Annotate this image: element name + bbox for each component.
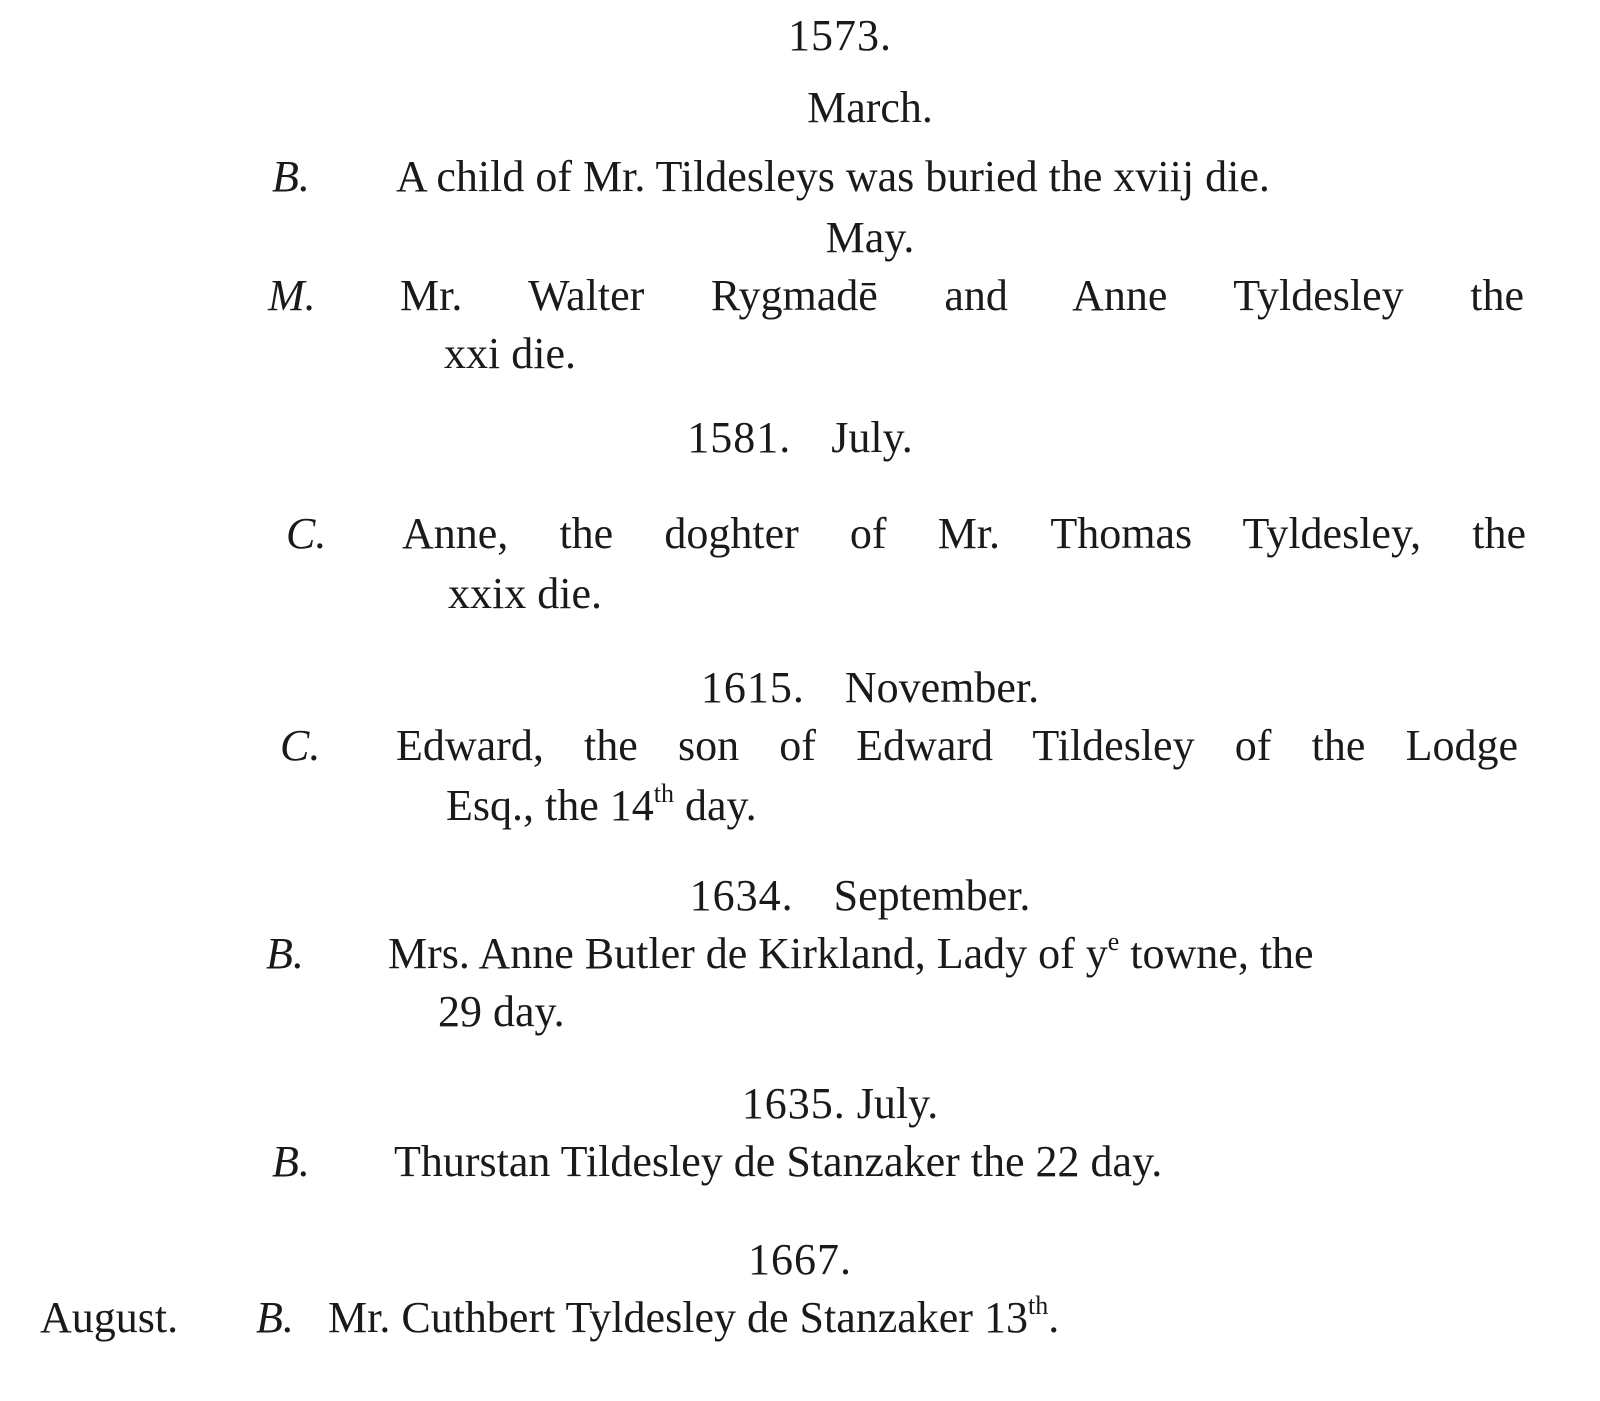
year-1573: 1573. — [788, 11, 892, 60]
entry-text-line-2: Esq., the 14th day. — [446, 779, 757, 830]
entry-type-marriage: M. — [268, 271, 316, 320]
entry-type-christening: C. — [280, 721, 321, 770]
entry-text: Mr. Cuthbert Tyldesley de Stanzaker 13th. — [328, 1291, 1060, 1342]
entry-text-line-1: Anne, the doghter of Mr. Thomas Tyldesley, the — [402, 509, 1526, 558]
month-july: July. — [856, 1079, 939, 1128]
entry-text: Thurstan Tildesley de Stanzaker the 22 day. — [394, 1137, 1163, 1186]
month-may: May. — [825, 213, 915, 262]
entry-type-burial: B. — [272, 152, 310, 201]
year-1635: 1635. — [741, 1079, 846, 1128]
year-heading-1581 — [0, 413, 1600, 462]
entry-text: A child of Mr. Tildesleys was buried the xviij die. — [396, 152, 1270, 201]
month-heading-march — [0, 83, 1600, 132]
year-heading-1667 — [0, 1235, 1600, 1284]
month-september: September. — [833, 871, 1031, 920]
year-heading-1634 — [0, 871, 1600, 920]
month-heading-may — [0, 213, 1600, 262]
month-august: August. — [40, 1293, 179, 1342]
year-heading-1573 — [0, 11, 1600, 60]
entry-type-christening: C. — [286, 509, 327, 558]
year-1667: 1667. — [748, 1235, 852, 1284]
entry-text-line-1: Edward, the son of Edward Tildesley of the Lodge — [396, 721, 1518, 770]
entry-text-line-1: Mr. Walter Rygmadē and Anne Tyldesley the — [400, 271, 1524, 320]
month-july: July. — [831, 413, 913, 462]
entry-text-line-2: 29 day. — [438, 987, 565, 1036]
year-heading-1635 — [0, 1079, 1600, 1128]
entry-text-line-2: xxi die. — [444, 329, 576, 378]
year-1615: 1615. — [700, 663, 805, 712]
entry-text-line-2: xxix die. — [448, 569, 602, 618]
month-november: November. — [844, 663, 1040, 712]
entry-type-burial: B. — [266, 929, 304, 978]
entry-type-burial: B. — [272, 1137, 310, 1186]
year-1581: 1581. — [687, 413, 792, 462]
month-march: March. — [807, 83, 933, 132]
entry-type-burial: B. — [256, 1293, 294, 1342]
entry-text-line-1: Mrs. Anne Butler de Kirkland, Lady of $y^e$ towne, the — [388, 927, 1314, 978]
year-1634: 1634. — [689, 871, 794, 920]
year-heading-1615 — [0, 663, 1600, 712]
